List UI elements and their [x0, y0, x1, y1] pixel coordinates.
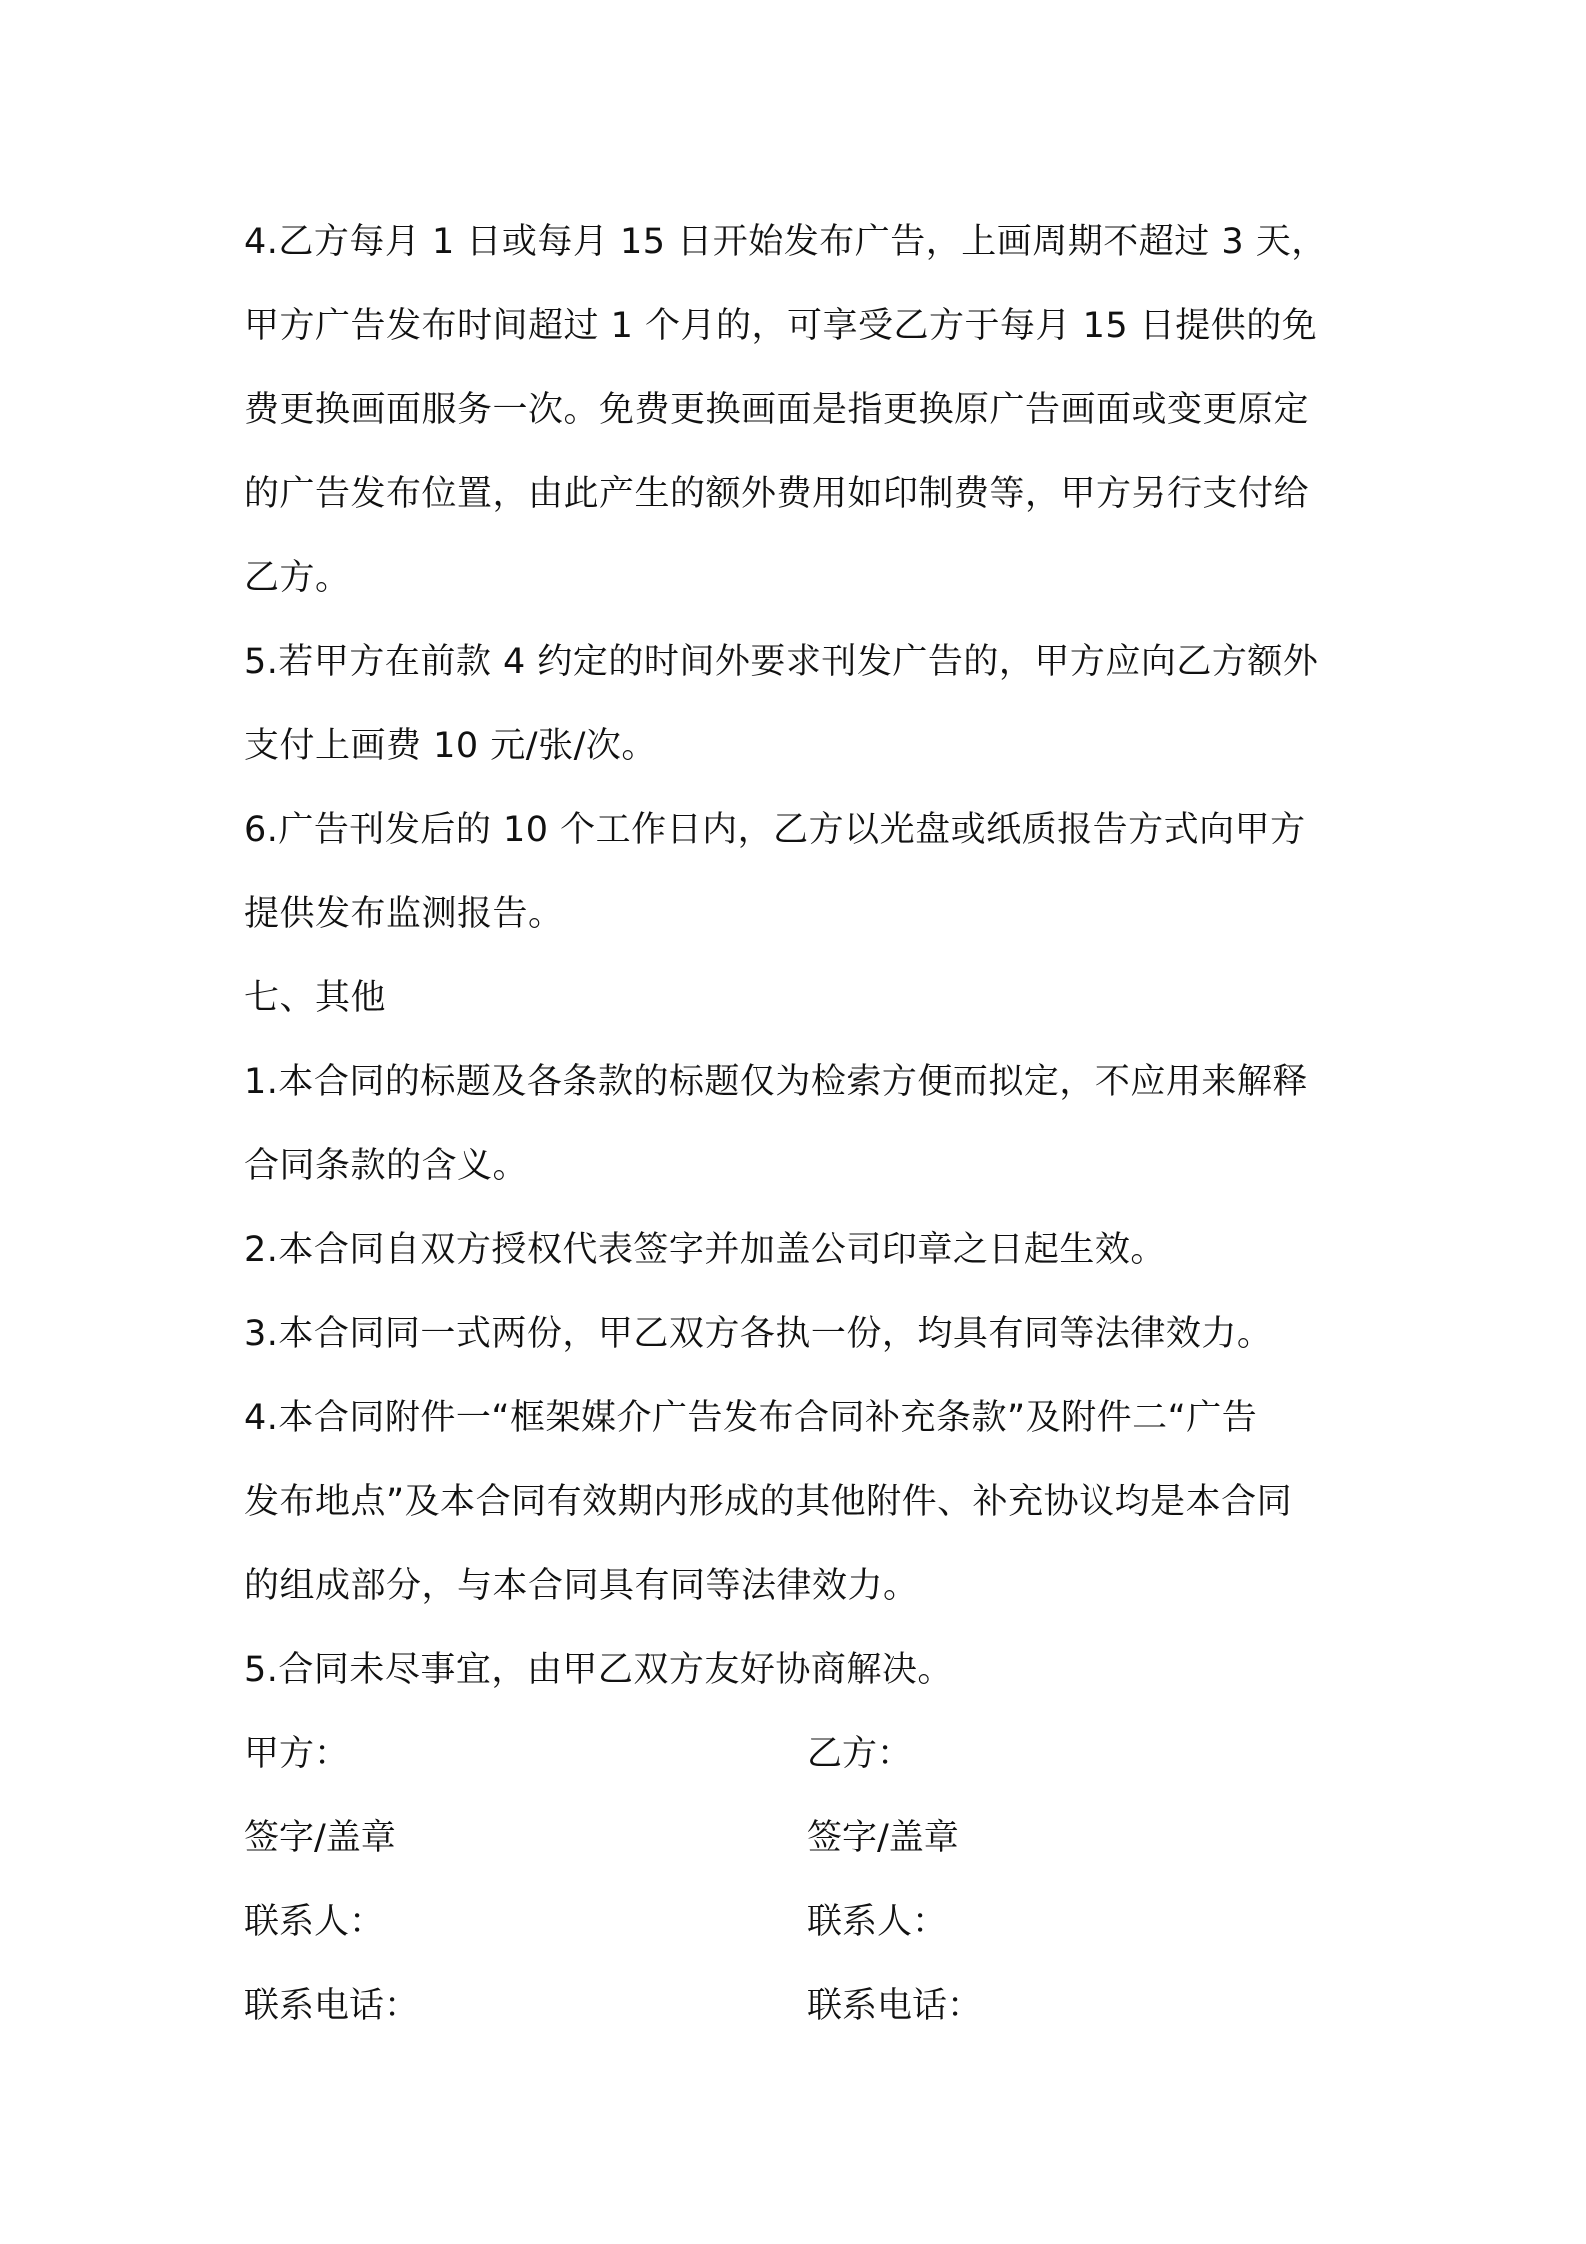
party-a-contact-label: 联系人：: [244, 1902, 385, 1942]
text-line: 甲方广告发布时间超过 1 个月的，可享受乙方于每月 15 日提供的免: [244, 306, 1318, 346]
text-line: 5.若甲方在前款 4 约定的时间外要求刊发广告的，甲方应向乙方额外: [244, 642, 1319, 682]
text-line: 3.本合同同一式两份，甲乙双方各执一份，均具有同等法律效力。: [244, 1314, 1273, 1354]
text-line: 发布地点”及本合同有效期内形成的其他附件、补充协议均是本合同: [244, 1482, 1293, 1522]
party-b-seal-label: 签字/盖章: [807, 1818, 959, 1858]
text-line: 提供发布监测报告。: [244, 894, 564, 934]
other-clause-2: [244, 1208, 1359, 1292]
signature-row-phone: [244, 1964, 1359, 2048]
other-clause-3: [244, 1292, 1359, 1376]
clause-6: [244, 788, 1359, 956]
text-line: 合同条款的含义。: [244, 1146, 529, 1186]
text-line: 的组成部分，与本合同具有同等法律效力。: [244, 1566, 919, 1606]
text-line: 4.乙方每月 1 日或每月 15 日开始发布广告，上画周期不超过 3 天，: [244, 222, 1327, 262]
signature-row-contact: [244, 1880, 1359, 1964]
text-line: 4.本合同附件一“框架媒介广告发布合同补充条款”及附件二“广告: [244, 1398, 1258, 1438]
text-line: 的广告发布位置，由此产生的额外费用如印制费等，甲方另行支付给: [244, 474, 1310, 514]
text-line: 6.广告刊发后的 10 个工作日内，乙方以光盘或纸质报告方式向甲方: [244, 810, 1306, 850]
other-clause-4: [244, 1376, 1359, 1628]
text-line: 5.合同未尽事宜，由甲乙双方友好协商解决。: [244, 1650, 953, 1690]
other-clause-1: [244, 1040, 1359, 1208]
section-heading: 七、其他: [244, 978, 387, 1018]
signature-row-party: [244, 1712, 1359, 1796]
text-line: 费更换画面服务一次。免费更换画面是指更换原广告画面或变更原定: [244, 390, 1310, 430]
party-a-label: 甲方：: [244, 1734, 350, 1774]
contract-page: [244, 200, 1359, 2048]
text-line: 1.本合同的标题及各条款的标题仅为检索方便而拟定，不应用来解释: [244, 1062, 1308, 1102]
clause-5: [244, 620, 1359, 788]
party-b-label: 乙方：: [807, 1734, 913, 1774]
other-clause-5: [244, 1628, 1359, 1712]
signature-row-seal: [244, 1796, 1359, 1880]
party-a-seal-label: 签字/盖章: [244, 1818, 396, 1858]
text-line: 支付上画费 10 元/张/次。: [244, 726, 657, 766]
party-b-phone-label: 联系电话：: [807, 1986, 983, 2026]
clause-4: [244, 200, 1359, 620]
party-a-phone-label: 联系电话：: [244, 1986, 420, 2026]
signature-block: [244, 1712, 1359, 2048]
party-b-contact-label: 联系人：: [807, 1902, 948, 1942]
text-line: 乙方。: [244, 558, 351, 598]
text-line: 2.本合同自双方授权代表签字并加盖公司印章之日起生效。: [244, 1230, 1166, 1270]
